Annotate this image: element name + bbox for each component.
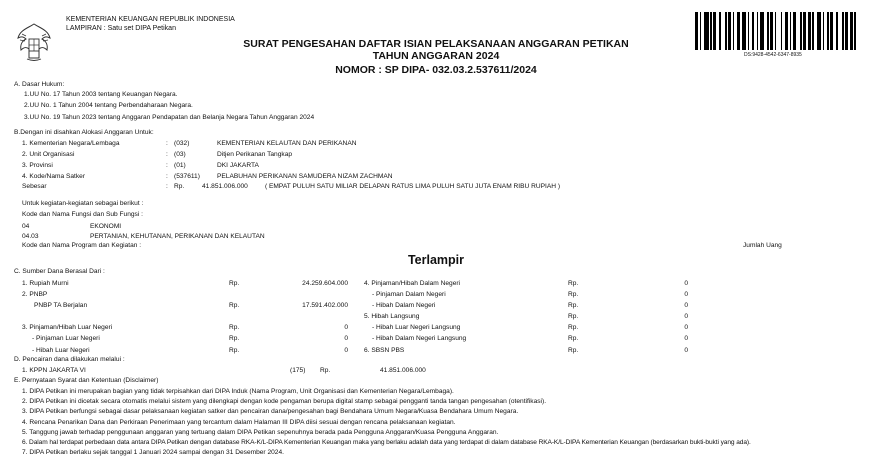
sebesar-currency: Rp. [174,183,185,190]
fungsi-name: EKONOMI [90,223,122,230]
fund-source-label: 6. SBSN PBS [364,347,405,354]
allocation-code: (01) [174,162,186,169]
fund-source-amount: 17.591.402.000 [302,302,348,309]
subfungsi-code: 04.03 [22,233,39,240]
fund-source-currency: Rp. [568,324,579,331]
fund-source-amount: 0 [344,335,348,342]
fund-source-amount: 0 [684,302,688,309]
fund-source-label: 1. Rupiah Murni [22,280,69,287]
allocation-value: Ditjen Perikanan Tangkap [217,151,293,158]
allocation-code: (537611) [174,173,200,180]
ministry-name: KEMENTERIAN KEUANGAN REPUBLIK INDONESIA [66,16,235,23]
fund-source-currency: Rp. [229,324,240,331]
allocation-value: KEMENTERIAN KELAUTAN DAN PERIKANAN [217,140,357,147]
colon: : [166,173,168,180]
kode-program-heading: Kode dan Nama Program dan Kegiatan : [22,242,142,249]
colon: : [166,183,168,190]
allocation-label: 2. Unit Organisasi [22,151,75,158]
disclaimer-item: 3. DIPA Petikan berfungsi sebagai dasar pelaksanaan kegiatan satker dan pencairan dana/pengesahan bagi Bendahara Umum Negara/Kuasa Bendahara Umum Negara. [22,408,519,415]
fund-source-label: 5. Hibah Langsung [364,313,420,320]
fund-source-currency: Rp. [229,302,240,309]
fund-source-amount: 0 [344,347,348,354]
disclaimer-item: 4. Rencana Penarikan Dana dan Perkiraan Penerimaan yang tercantum dalam Halaman III DIPA diisi sesuai dengan rencana pelaksanaan kegiatan. [22,419,456,426]
jumlah-uang-header: Jumlah Uang [743,242,782,249]
fund-source-amount: 0 [684,324,688,331]
sebesar-amount: 41.851.006.000 [202,183,248,190]
fund-source-amount: 0 [684,347,688,354]
document-number: NOMOR : SP DIPA- 032.03.2.537611/2024 [335,64,537,76]
sebesar-label: Sebesar [22,183,47,190]
allocation-value: PELABUHAN PERIKANAN SAMUDERA NIZAM ZACHMAN [217,173,393,180]
legal-basis-item: 3.UU No. 19 Tahun 2023 tentang Anggaran Pendapatan dan Belanja Negara Tahun Anggaran 2024 [24,114,315,121]
fund-source-amount: 0 [684,291,688,298]
allocation-value: DKI JAKARTA [217,162,259,169]
fund-source-label: - Hibah Dalam Negeri Langsung [372,335,467,342]
fund-source-label: 2. PNBP [22,291,48,298]
fund-source-currency: Rp. [568,291,579,298]
fund-source-label: 4. Pinjaman/Hibah Dalam Negeri [364,280,461,287]
kppn-code: (175) [290,367,306,374]
fund-source-label: 3. Pinjaman/Hibah Luar Negeri [22,324,113,331]
fund-source-currency: Rp. [229,347,240,354]
fund-source-label: - Hibah Luar Negeri [32,347,90,354]
legal-basis-item: 1.UU No. 17 Tahun 2003 tentang Keuangan Negara. [24,91,178,98]
kppn-amount: 41.851.006.000 [380,367,426,374]
fund-source-label: PNBP TA Berjalan [34,302,88,309]
fund-source-label: - Hibah Dalam Negeri [372,302,436,309]
allocation-code: (032) [174,140,190,147]
disclaimer-item: 2. DIPA Petikan ini dicetak secara otomatis melalui sistem yang dilengkapi dengan kode pengaman berupa digital stamp sebagai pengganti tanda tangan pengesahan (otentifikasi). [22,398,547,405]
allocation-code: (03) [174,151,186,158]
section-a-heading: A. Dasar Hukum: [14,81,65,88]
subfungsi-name: PERTANIAN, KEHUTANAN, PERIKANAN DAN KELAUTAN [90,233,265,240]
allocation-label: 4. Kode/Nama Satker [22,173,86,180]
colon: : [166,162,168,169]
kode-fungsi-heading: Kode dan Nama Fungsi dan Sub Fungsi : [22,211,143,218]
kppn-currency: Rp. [320,367,331,374]
fund-source-amount: 0 [684,280,688,287]
document-title: SURAT PENGESAHAN DAFTAR ISIAN PELAKSANAAN ANGGARAN PETIKAN [243,38,629,50]
section-e-heading: E. Pernyataan Syarat dan Ketentuan (Disclaimer) [14,377,159,384]
barcode-icon [695,12,859,50]
fund-source-label: - Hibah Luar Negeri Langsung [372,324,461,331]
fund-source-currency: Rp. [568,302,579,309]
sebesar-in-words: ( EMPAT PULUH SATU MILIAR DELAPAN RATUS LIMA PULUH SATU JUTA ENAM RIBU RUPIAH ) [265,183,561,190]
disclaimer-item: 1. DIPA Petikan ini merupakan bagian yang tidak terpisahkan dari DIPA Induk (Nama Program, Unit Organisasi dan Kementerian Negara/Lembaga). [22,388,454,395]
disclaimer-item: 5. Tanggung jawab terhadap penggunaan anggaran yang tertuang dalam DIPA Petikan sepenuhnya berada pada Pengguna Anggaran/Kuasa Pengguna Anggaran. [22,429,499,436]
fund-source-amount: 24.259.604.000 [302,280,348,287]
disclaimer-item: 6. Dalam hal terdapat perbedaan data antara DIPA Petikan dengan database RKA-K/L-DIPA Kementerian Keuangan maka yang berlaku adalah data yang terdapat di dalam database RKA-K/L-DIPA Kementerian Keuangan (berdasarkan bukti-bukti yang ada). [22,439,751,446]
section-b-heading: B.Dengan ini disahkan Alokasi Anggaran Untuk: [14,129,154,136]
colon: : [166,140,168,147]
fund-source-label: - Pinjaman Dalam Negeri [372,291,446,298]
untuk-kegiatan-text: Untuk kegiatan-kegiatan sebagai berikut : [22,200,144,207]
fund-source-currency: Rp. [568,313,579,320]
digital-stamp-code: DS:9428-4542-6347-8935 [744,52,802,58]
fund-source-amount: 0 [344,324,348,331]
terlampir-text: Terlampir [407,253,465,267]
section-c-heading: C. Sumber Dana Berasal Dari : [14,268,105,275]
disclaimer-item: 7. DIPA Petikan berlaku sejak tanggal 1 Januari 2024 sampai dengan 31 Desember 2024. [22,449,284,456]
legal-basis-item: 2.UU No. 1 Tahun 2004 tentang Perbendaharaan Negara. [24,102,193,109]
allocation-label: 3. Provinsi [22,162,53,169]
document-year: TAHUN ANGGARAN 2024 [372,50,500,62]
kppn-name: 1. KPPN JAKARTA VI [22,367,86,374]
section-d-heading: D. Pencairan dana dilakukan melalui : [14,356,125,363]
fungsi-code: 04 [22,223,30,230]
colon: : [166,151,168,158]
fund-source-amount: 0 [684,335,688,342]
fund-source-currency: Rp. [229,335,240,342]
lampiran-text: LAMPIRAN : Satu set DIPA Petikan [66,25,176,32]
fund-source-currency: Rp. [568,280,579,287]
fund-source-currency: Rp. [568,335,579,342]
allocation-label: 1. Kementerian Negara/Lembaga [22,140,120,147]
fund-source-label: - Pinjaman Luar Negeri [32,335,100,342]
fund-source-currency: Rp. [229,280,240,287]
fund-source-amount: 0 [684,313,688,320]
fund-source-currency: Rp. [568,347,579,354]
